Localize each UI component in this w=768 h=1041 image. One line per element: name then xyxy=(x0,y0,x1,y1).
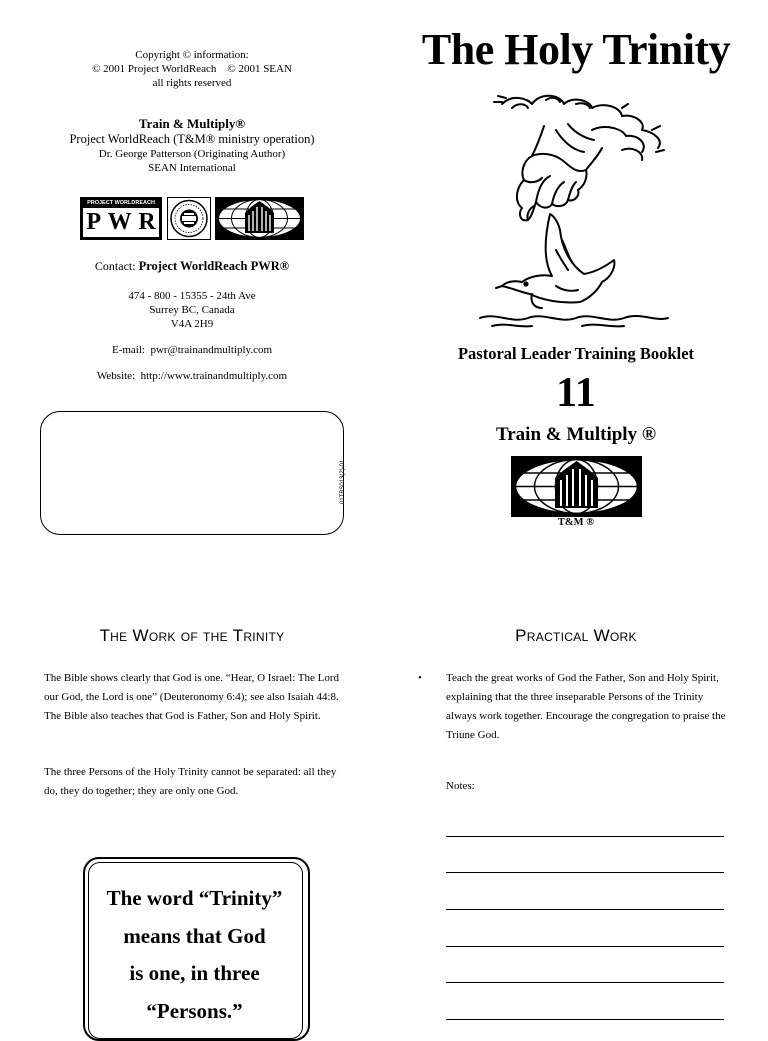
quote-line-1: The word “Trinity” xyxy=(106,886,283,910)
contact-name: Project WorldReach PWR® xyxy=(138,259,290,273)
notes-label: Notes: xyxy=(446,780,475,792)
copyright-block xyxy=(40,48,344,90)
notes-line[interactable] xyxy=(446,872,724,873)
pwr-logo-letters xyxy=(83,208,159,237)
hand-dove-illustration-icon xyxy=(472,90,682,330)
notes-line[interactable] xyxy=(446,1019,724,1020)
brand-name: Train & Multiply® xyxy=(138,116,246,131)
work-paragraph-2: The three Persons of the Holy Trinity cannot be separated: all they do, they do together; they are only one God. xyxy=(44,766,337,797)
pwr-logo-band: PROJECT WORLDREACH xyxy=(83,200,159,206)
mailing-label-box xyxy=(40,411,344,535)
practical-paragraph: Teach the great works of God the Father, Son and Holy Spirit, explaining that the three inseparable Persons of the Trinity always work together. Encourage the congregation to praise the Triune God. xyxy=(446,672,726,741)
email-line: E-mail: pwr@trainandmultiply.com xyxy=(111,344,273,356)
quote-line-4: “Persons.” xyxy=(146,998,243,1023)
quote-line-2: means that God xyxy=(123,923,266,948)
notes-line[interactable] xyxy=(446,909,724,910)
product-code: 01TBS013(2)-01 xyxy=(340,459,346,504)
address-line-2: Surrey BC, Canada xyxy=(149,304,235,316)
pwr-letter-w: W xyxy=(107,209,132,235)
globe-church-logo-large-icon xyxy=(511,456,642,517)
pwr-letter-p: P xyxy=(86,209,101,235)
booklet-number: 11 xyxy=(556,370,596,416)
logo-row xyxy=(80,197,304,241)
brand-block xyxy=(40,116,344,175)
sean-seal-icon xyxy=(167,197,211,240)
booklet-title: The Holy Trinity xyxy=(421,25,731,74)
brand-author: Dr. George Patterson (Originating Author) xyxy=(98,148,286,160)
globe-church-logo-icon xyxy=(215,197,304,240)
brand-operation: Project WorldReach (T&M® ministry operation) xyxy=(69,132,315,146)
copyright-rights: all rights reserved xyxy=(152,77,232,89)
copyright-heading: Copyright © information: xyxy=(135,49,249,61)
work-heading: The Work of the Trinity xyxy=(99,626,285,645)
copyright-holders: © 2001 Project WorldReach © 2001 SEAN xyxy=(92,63,292,75)
quote-line-3: is one, in three xyxy=(129,961,260,985)
address-block xyxy=(40,289,344,331)
trinity-quote xyxy=(88,880,301,1030)
pwr-logo xyxy=(80,197,162,240)
bullet-marker: • xyxy=(418,672,422,684)
address-line-1: 474 - 800 - 15355 - 24th Ave xyxy=(128,290,256,302)
contact-line xyxy=(40,259,344,274)
contact-label: Contact: xyxy=(94,259,136,273)
booklet-subtitle: Pastoral Leader Training Booklet xyxy=(457,344,695,363)
brand-org: SEAN International xyxy=(148,162,236,174)
work-paragraph-1: The Bible shows clearly that God is one. “Hear, O Israel: The Lord our God, the Lord is one” (Deuteronomy 6:4); see also Isaiah 44:8. The Bible also teaches that God is Father, Son and Holy Spirit. xyxy=(44,672,340,722)
pwr-letter-r: R xyxy=(138,209,156,235)
address-line-3: V4A 2H9 xyxy=(170,318,214,330)
train-multiply-title: Train & Multiply ® xyxy=(495,424,657,445)
notes-line[interactable] xyxy=(446,946,724,947)
notes-line[interactable] xyxy=(446,836,724,837)
notes-line[interactable] xyxy=(446,982,724,983)
practical-heading: Practical Work xyxy=(515,626,637,645)
website-line: Website: http://www.trainandmultiply.com xyxy=(96,370,288,382)
tm-mark: T&M ® xyxy=(557,517,595,528)
